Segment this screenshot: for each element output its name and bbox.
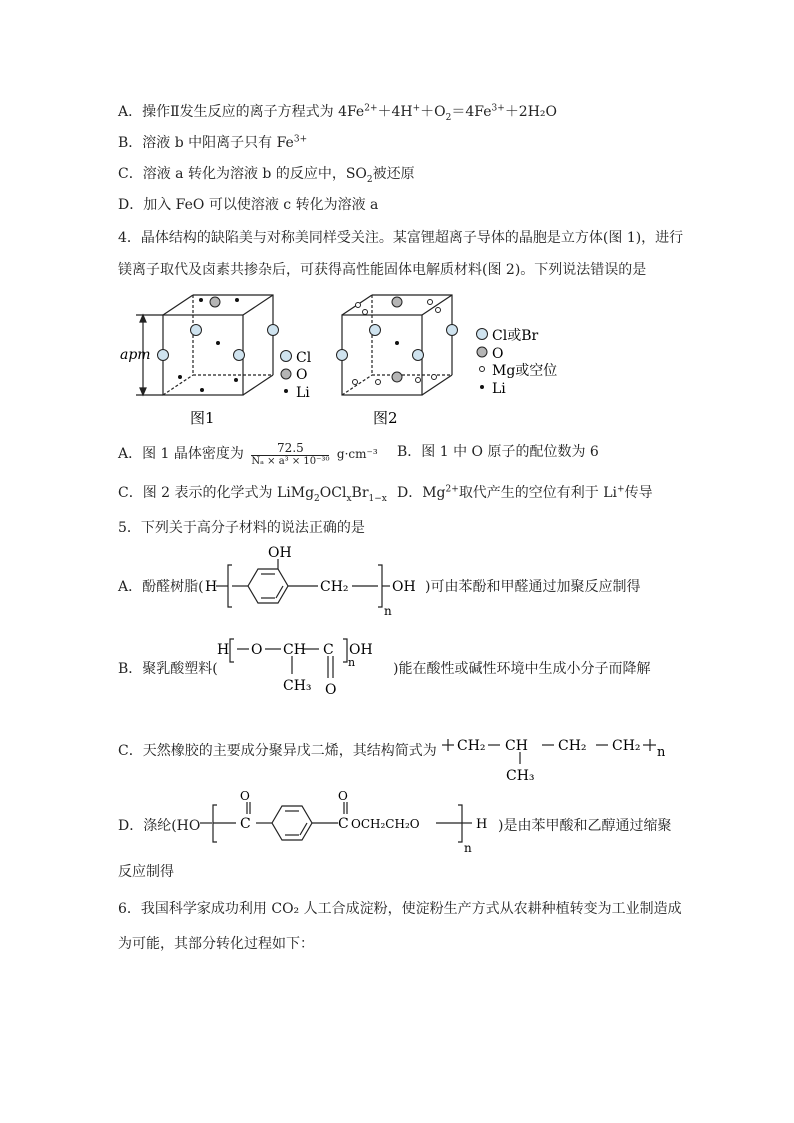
fig2-legend-mg: Mg或空位	[492, 363, 558, 379]
fig2-mg-site	[363, 310, 368, 315]
svg-text:C: C	[323, 642, 334, 658]
svg-text:OH: OH	[268, 545, 292, 561]
svg-text:CH₂: CH₂	[457, 738, 486, 754]
fig2-legend-li: Li	[492, 381, 506, 397]
svg-text:C: C	[240, 816, 251, 832]
q5-option-b-label: B．聚乳酸塑料(	[118, 661, 218, 677]
q5-option-b-text: )能在酸性或碱性环境中生成小分子而降解	[393, 661, 651, 677]
svg-text:CH₃: CH₃	[506, 768, 535, 784]
q4-option-b: B．图 1 中 O 原子的配位数为 6	[397, 444, 599, 460]
svg-text:n: n	[384, 604, 392, 618]
q6-stem-line1: 6．我国科学家成功利用 CO₂ 人工合成淀粉，使淀粉生产方式从农耕种植转变为工业制造成	[118, 901, 682, 917]
q4-option-d: D．$Mg^{2+}$取代产生的空位有利于 Li+传导	[397, 484, 653, 501]
fig1-caption: 图1	[190, 409, 215, 427]
svg-text:CH₂: CH₂	[612, 738, 641, 754]
q5-option-d-text-cont: 反应制得	[118, 864, 174, 880]
q4-density-fraction: 72.5 Nₐ × a³ × 10⁻³⁰	[251, 441, 330, 467]
q5-option-d-text: )是由苯甲酸和乙醇通过缩聚	[498, 818, 672, 834]
fig1-o-atom	[210, 297, 220, 307]
svg-text:CH₃: CH₃	[283, 678, 312, 694]
fig2-li-atom	[395, 341, 399, 345]
svg-text:O: O	[325, 682, 337, 698]
crystal-cell-figure-1	[118, 285, 328, 430]
svg-text:O: O	[251, 642, 263, 658]
fig2-o-atom	[392, 372, 402, 382]
fig1-legend-cl: Cl	[296, 350, 312, 366]
fig2-legend-o: O	[492, 346, 504, 362]
fig1-li-atom	[200, 388, 204, 392]
fig1-li-atom	[234, 378, 238, 382]
svg-text:n: n	[348, 656, 356, 669]
polyester-structure	[200, 790, 500, 860]
fig1-cl-atom	[234, 350, 245, 361]
fig2-mg-site	[428, 300, 433, 305]
svg-text:OH: OH	[392, 579, 416, 595]
svg-text:O: O	[338, 789, 348, 803]
fig2-mg-site	[376, 380, 381, 385]
svg-text:n: n	[657, 745, 666, 760]
fig1-cl-atom	[268, 325, 279, 336]
fig2-halide-atom	[370, 325, 381, 336]
fig1-li-atom	[199, 298, 203, 302]
svg-text:OCH₂CH₂O: OCH₂CH₂O	[351, 817, 420, 831]
svg-text:C: C	[338, 816, 349, 832]
svg-text:H: H	[217, 642, 230, 658]
svg-text:O: O	[240, 789, 250, 803]
q4-stem-line2: 镁离子取代及卤素共掺杂后，可获得高性能固体电解质材料(图 2)。下列说法错误的是	[118, 262, 647, 278]
svg-text:H: H	[205, 579, 218, 595]
fig1-li-atom	[235, 298, 239, 302]
fig2-o-atom	[392, 297, 402, 307]
fig1-legend-o: O	[296, 367, 308, 383]
crystal-cell-figure-2	[330, 285, 590, 430]
fig2-mg-site	[432, 375, 437, 380]
svg-text:CH₂: CH₂	[320, 579, 349, 595]
phenolic-resin-structure	[200, 545, 435, 620]
q3-option-c: C．溶液 a 转化为溶液 b 的反应中，$SO_2$被还原	[118, 166, 415, 185]
q5-option-a-label: A．酚醛树脂(	[118, 579, 204, 595]
polylactic-acid-structure	[215, 634, 395, 704]
q5-option-d-label: D．涤纶(HO	[118, 818, 201, 834]
q3-option-d: D．加入 FeO 可以使溶液 c 转化为溶液 a	[118, 197, 379, 213]
fig1-li-atom	[178, 375, 182, 379]
fig2-mg-site	[436, 308, 441, 313]
q3-option-a: A．操作Ⅱ发生反应的离子方程式为 $4Fe^{2+}+4H^++O_2=4Fe^{3+}+2H_2O$	[118, 103, 558, 123]
fig1-li-atom	[216, 341, 220, 345]
fig2-halide-atom	[447, 325, 458, 336]
q5-option-c-text: C．天然橡胶的主要成分聚异戊二烯，其结构简式为	[118, 743, 437, 759]
polyisoprene-structure	[438, 728, 668, 788]
fig2-mg-site	[356, 303, 361, 308]
fig1-legend-li: Li	[296, 385, 310, 401]
q4-option-c: C．图 2 表示的化学式为 $LiMg_2OCl_xBr_{1-x}$	[118, 485, 387, 504]
svg-text:n: n	[464, 841, 472, 855]
q5-stem: 5．下列关于高分子材料的说法正确的是	[118, 520, 365, 536]
svg-text:CH: CH	[283, 642, 306, 658]
svg-text:CH: CH	[505, 738, 528, 754]
svg-text:OH: OH	[349, 642, 373, 658]
svg-text:CH₂: CH₂	[558, 738, 587, 754]
q3-option-b: B．溶液 b 中阳离子只有 $Fe^{3+}$	[118, 134, 308, 151]
q5-option-a-text: )可由苯酚和甲醛通过加聚反应制得	[425, 579, 641, 595]
fig1-cl-atom	[191, 325, 202, 336]
fig2-mg-site	[416, 378, 421, 383]
fig2-mg-site	[353, 380, 358, 385]
fig2-caption: 图2	[373, 409, 398, 427]
fig1-cl-atom	[158, 350, 169, 361]
fig2-halide-atom	[337, 350, 348, 361]
fig2-legend-halide: Cl或Br	[492, 328, 539, 344]
fig2-halide-atom	[413, 350, 424, 361]
q6-stem-line2: 为可能，其部分转化过程如下：	[118, 936, 314, 952]
q4-stem-line1: 4．晶体结构的缺陷美与对称美同样受关注。某富锂超离子导体的晶胞是立方体(图 1)，进行	[118, 230, 684, 246]
q4-option-a: A．图 1 晶体密度为 72.5 Nₐ × a³ × 10⁻³⁰ g·cm⁻³	[118, 441, 378, 467]
svg-text:H: H	[476, 817, 488, 832]
fig1-dimension-label: apm	[120, 347, 151, 363]
